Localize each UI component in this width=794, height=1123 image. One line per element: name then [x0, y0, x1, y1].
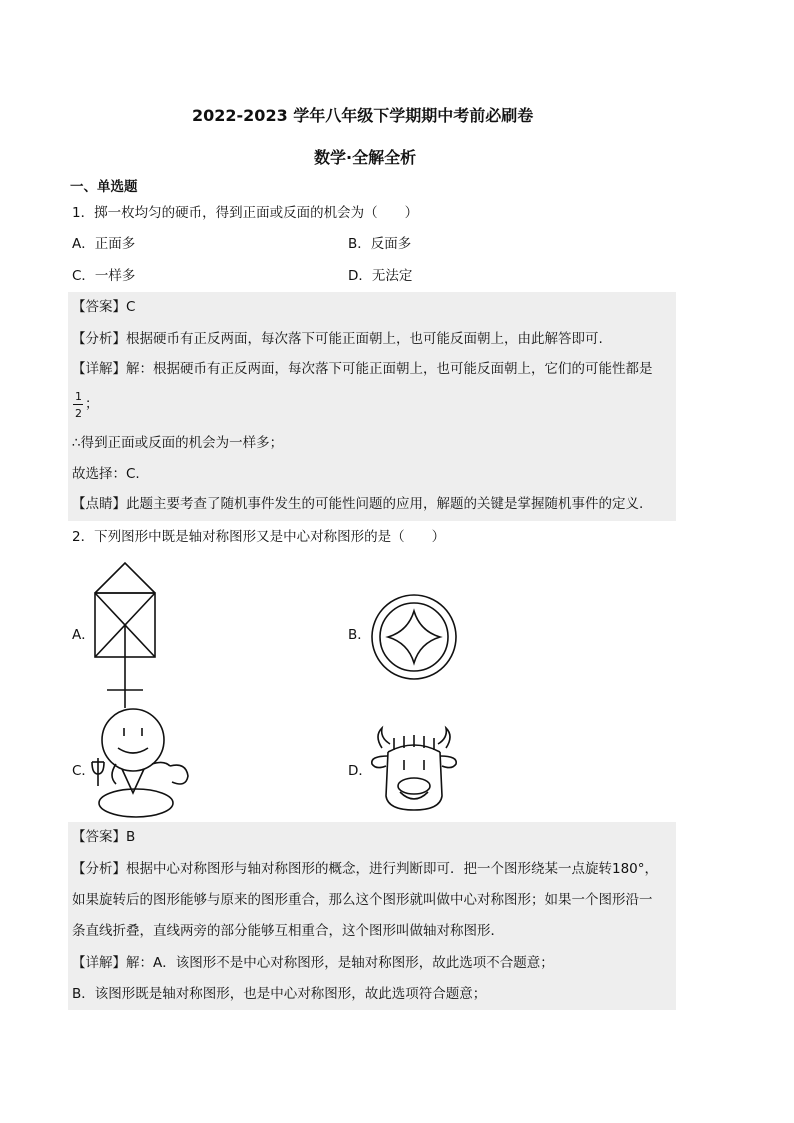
- q2-solution-panel: [68, 822, 676, 1010]
- page-subtitle: 数学·全解全析: [314, 148, 417, 167]
- fraction-numerator: 1: [75, 390, 82, 403]
- q2-answer: 【答案】B: [72, 829, 136, 845]
- q2-label-c: C．: [72, 763, 95, 779]
- figure-b-coin-star-icon: [370, 593, 458, 681]
- q1-comment: 【点睛】此题主要考查了随机事件发生的可能性问题的应用，解题的关键是掌握随机事件的定义.: [72, 496, 644, 512]
- q1-choose: 故选择：C.: [72, 466, 140, 482]
- q2-stem: 2．下列图形中既是轴对称图形又是中心对称图形的是（ ）: [72, 529, 446, 545]
- q1-option-a: A．正面多: [72, 236, 136, 252]
- q2-detail-line-1: 【详解】解：A．该图形不是中心对称图形，是轴对称图形，故此选项不合题意；: [72, 955, 554, 971]
- q1-detail: 【详解】解：根据硬币有正反两面，每次落下可能正面朝上，也可能反面朝上，它们的可能性都是: [72, 361, 653, 377]
- page-title: 2022-2023 学年八年级下学期期中考前必刷卷: [192, 106, 534, 125]
- q1-solution-panel: [68, 292, 676, 521]
- q2-label-d: D．: [348, 763, 372, 779]
- fraction-bar: [73, 404, 83, 405]
- q1-analysis: 【分析】根据硬币有正反两面，每次落下可能正面朝上，也可能反面朝上，由此解答即可.: [72, 331, 603, 347]
- q2-detail-line-2: B．该图形既是轴对称图形，也是中心对称图形，故此选项符合题意；: [72, 986, 487, 1002]
- q2-analysis-line-2: 如果旋转后的图形能够与原来的图形重合，那么这个图形就叫做中心对称图形；如果一个图形沿一: [72, 892, 653, 908]
- fraction-tail: ；: [85, 396, 99, 412]
- q2-label-b: B．: [348, 627, 371, 643]
- q2-label-a: A．: [72, 627, 95, 643]
- q2-analysis-line-1: 【分析】根据中心对称图形与轴对称图形的概念，进行判断即可．把一个图形绕某一点旋转180°，: [72, 861, 659, 877]
- q1-conclusion: ∴得到正面或反面的机会为一样多；: [72, 435, 284, 451]
- q1-option-c: C．一样多: [72, 268, 136, 284]
- q1-answer: 【答案】C: [72, 299, 136, 315]
- q1-stem: 1．掷一枚均匀的硬币，得到正面或反面的机会为（ ）: [72, 205, 419, 221]
- q1-option-d: D．无法定: [348, 268, 413, 284]
- q1-option-b: B．反面多: [348, 236, 412, 252]
- figure-d-ox-face-icon: [368, 726, 460, 814]
- figure-c-smiley-icon: [88, 704, 196, 820]
- q2-analysis-line-3: 条直线折叠，直线两旁的部分能够互相重合，这个图形叫做轴对称图形．: [72, 923, 504, 939]
- section-heading: 一、单选题: [70, 179, 138, 195]
- figure-a-house-icon: [88, 560, 168, 712]
- fraction-denominator: 2: [75, 407, 82, 420]
